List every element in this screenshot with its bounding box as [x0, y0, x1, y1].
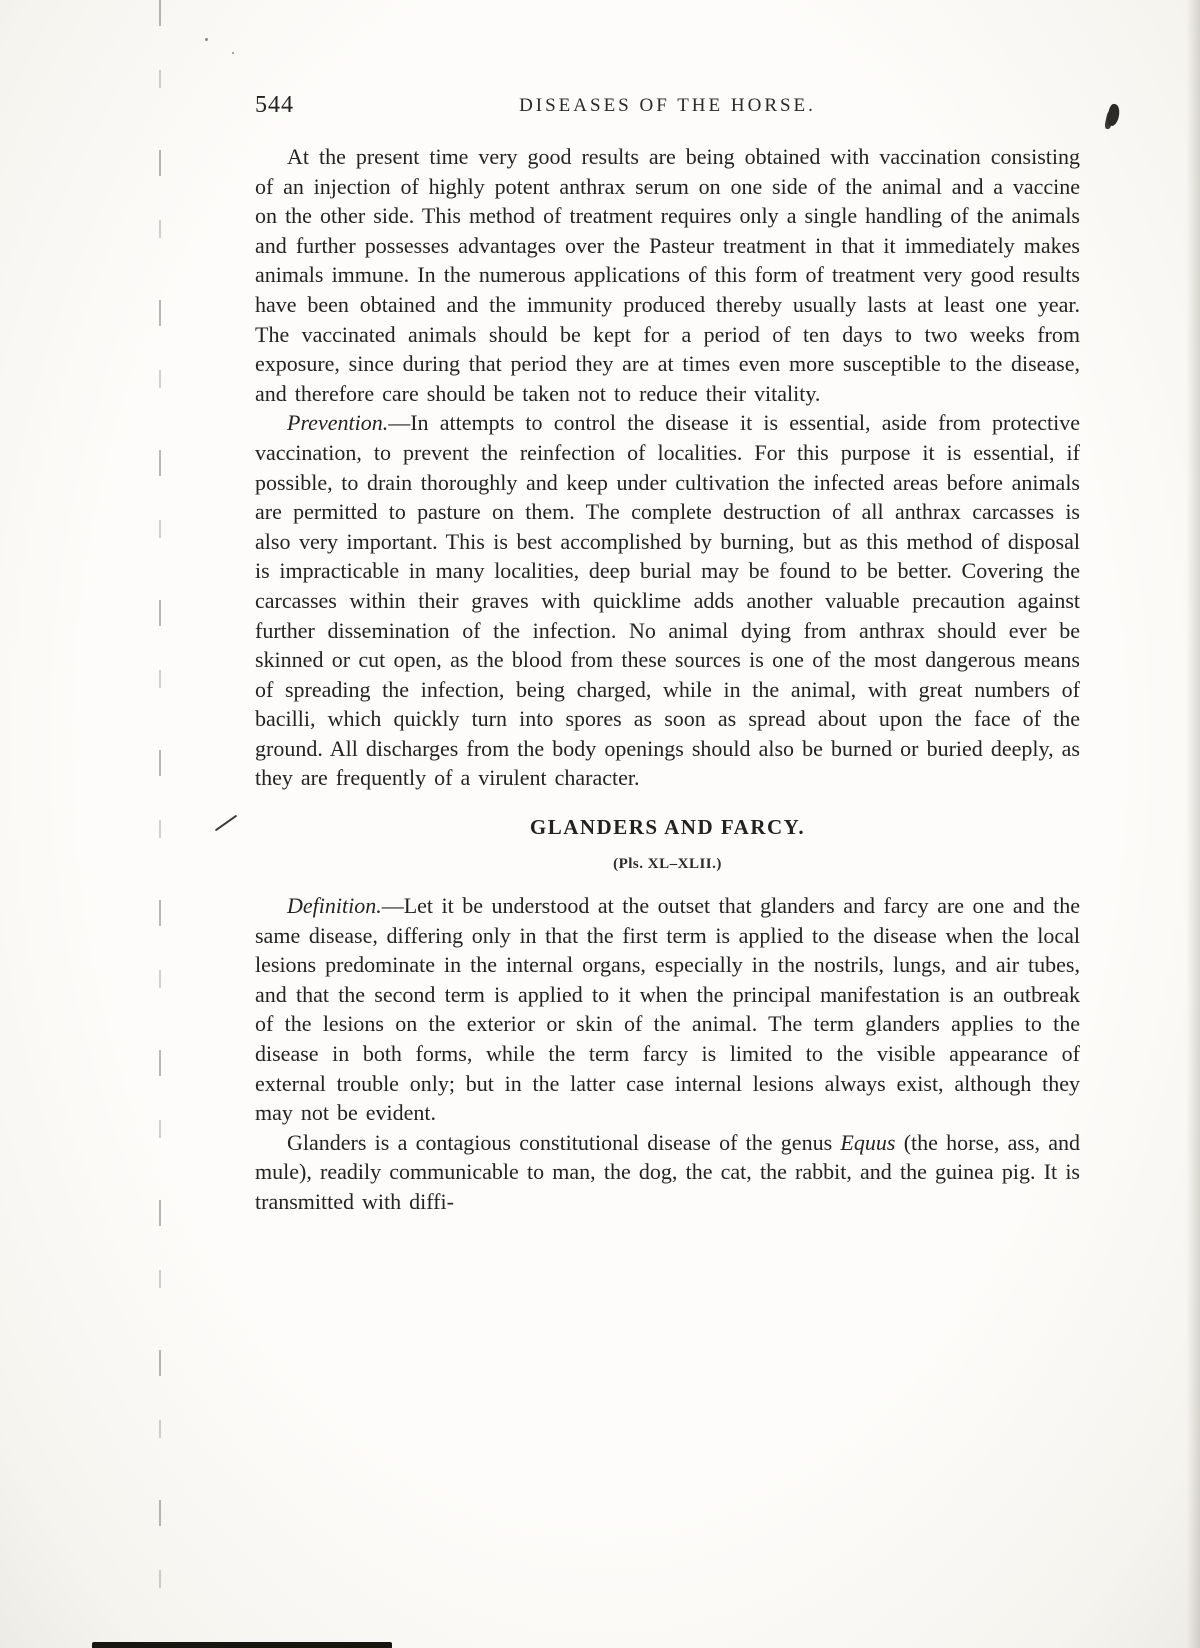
paragraph-glanders-contagious: [255, 1128, 1080, 1217]
scan-speck: [205, 38, 208, 41]
paragraph-text: —In attempts to control the disease it is essential, aside from protective vaccination, to prevent the reinfection of localities. For this purpose it is essential, if possible, to drain thoroughly and keep under cultivation the infected areas before animals are permitted to pasture on them. The complete destruction of all anthrax carcasses is also very important. This is best accomplished by burning, but as this method of disposal is impracticable in many localities, deep burial may be found to be better. Covering the carcasses within their graves with quicklime adds another valuable precaution against further dissemination of the infection. No animal dying from anthrax should ever be skinned or cut open, as the blood from these sources is one of the most dangerous means of spreading the infection, being charged, while in the animal, with great numbers of bacilli, which quickly turn into spores as soon as spread about upon the face of the ground. All discharges from the body openings should also be burned or buried deeply, as they are frequently of a virulent character.: [255, 410, 1080, 791]
ink-blot-artifact: [1106, 103, 1121, 127]
page-header: [255, 92, 1080, 128]
page-edge-shadow: [1186, 0, 1200, 1648]
paragraph-text: —Let it be understood at the outset that glanders and farcy are one and the same disease, differing only in that the first term is applied to the disease when the local lesions predominate in the internal organs, especially in the nostrils, lungs, and air tubes, and that the second term is applied to it when the principal manifestation is an outbreak of the lesions on the exterior or skin of the animal. The term glanders applies to the disease in both forms, while the term farcy is limited to the visible appearance of external trouble only; but in the latter case internal lesions always exist, although they may not be evident.: [255, 893, 1080, 1126]
paragraph-definition: [255, 891, 1080, 1128]
section-heading-glanders-and-farcy: GLANDERS AND FARCY.: [529, 815, 806, 840]
page-number: 544: [255, 92, 294, 118]
paragraph-lead-definition: Definition.: [287, 893, 382, 919]
genus-name-italic: Equus: [840, 1129, 896, 1155]
paragraph-lead-prevention: Prevention.: [287, 410, 389, 436]
scan-speck: [232, 52, 234, 54]
paragraph-prevention: [255, 408, 1080, 793]
paragraph-text: Glanders is a contagious constitutional disease of the genus: [287, 1129, 841, 1155]
page-text-block: [255, 92, 1080, 1217]
pencil-slash-artifact: [215, 815, 237, 832]
section-plate-reference: (Pls. XL–XLII.): [613, 856, 722, 873]
paragraph-vaccination: [255, 142, 1080, 408]
scan-edge-artifact: [92, 1642, 392, 1648]
paragraph-text: At the present time very good results are being obtained with vaccination consisting of an injection of highly potent anthrax serum on one side of the animal and a vaccine on the other side. This method of treatment requires only a single handling of the animals and further possesses advantages over the Pasteur treatment in that it immediately makes animals immune. In the numerous applications of this form of treatment very good results have been obtained and the immunity produced thereby usually lasts at least one year. The vaccinated animals should be kept for a period of ten days to two weeks from exposure, since during that period they are at times even more susceptible to the disease, and therefore care should be taken not to reduce their vitality.: [255, 144, 1080, 406]
running-title: DISEASES OF THE HORSE.: [519, 95, 816, 116]
binding-crease-artifact: [159, 0, 161, 1648]
paragraph-text: (the horse, ass, and mule), readily communicable to man, the dog, the cat, the rabbit, and the guinea pig. It is transmitted with diffi-: [255, 1129, 1081, 1214]
